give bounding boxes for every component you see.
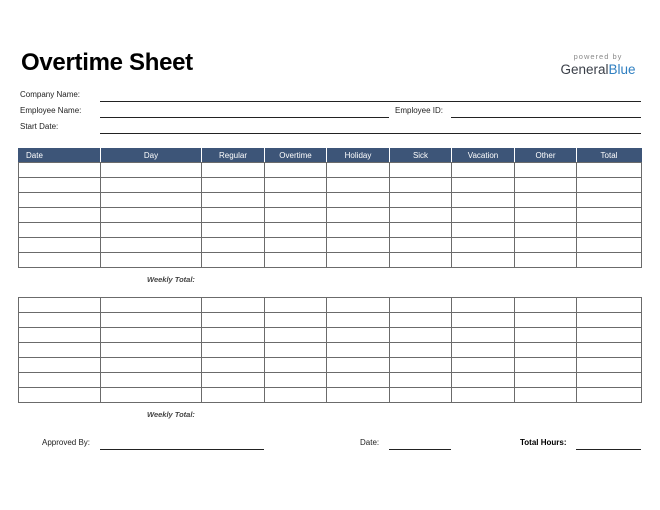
table-cell[interactable] (327, 313, 390, 328)
employee-name-label: Employee Name: (20, 106, 82, 115)
weekly-total-label-1: Weekly Total: (147, 275, 195, 284)
table-row (19, 373, 642, 388)
table-cell[interactable] (265, 163, 327, 178)
table-cell[interactable] (202, 253, 265, 268)
table-row (19, 178, 642, 193)
employee-name-field[interactable] (100, 117, 389, 118)
table-cell[interactable] (265, 388, 327, 403)
table-cell[interactable] (327, 253, 390, 268)
table-cell[interactable] (202, 313, 265, 328)
company-name-field[interactable] (100, 101, 641, 102)
brand-name-blue: Blue (608, 62, 636, 77)
table-cell[interactable] (101, 253, 202, 268)
table-cell[interactable] (19, 328, 101, 343)
table-cell[interactable] (452, 253, 515, 268)
table-cell[interactable] (452, 238, 515, 253)
table-cell[interactable] (265, 223, 327, 238)
table-cell[interactable] (19, 313, 101, 328)
employee-id-field[interactable] (451, 117, 641, 118)
table-cell[interactable] (327, 373, 390, 388)
table-row (19, 313, 642, 328)
table-cell[interactable] (101, 208, 202, 223)
table-cell[interactable] (265, 313, 327, 328)
col-header-total: Total (577, 148, 642, 163)
table-cell[interactable] (577, 193, 642, 208)
company-name-label: Company Name: (20, 90, 81, 99)
approved-by-field[interactable] (100, 449, 264, 450)
table-cell[interactable] (19, 343, 101, 358)
col-header-date: Date (19, 148, 101, 163)
table-cell[interactable] (390, 208, 452, 223)
table-cell[interactable] (452, 298, 515, 313)
table-cell[interactable] (202, 193, 265, 208)
table-cell[interactable] (202, 373, 265, 388)
table-cell[interactable] (390, 178, 452, 193)
table-cell[interactable] (390, 163, 452, 178)
table-cell[interactable] (327, 328, 390, 343)
table-cell[interactable] (19, 193, 101, 208)
table-cell[interactable] (327, 223, 390, 238)
col-header-regular: Regular (202, 148, 265, 163)
table-cell[interactable] (202, 328, 265, 343)
table-cell[interactable] (390, 373, 452, 388)
table-cell[interactable] (515, 373, 577, 388)
table-row (19, 388, 642, 403)
table-cell[interactable] (390, 298, 452, 313)
table-cell[interactable] (452, 208, 515, 223)
table-cell[interactable] (202, 163, 265, 178)
table-cell[interactable] (202, 223, 265, 238)
start-date-field[interactable] (100, 133, 641, 134)
col-header-holiday: Holiday (327, 148, 390, 163)
table-cell[interactable] (265, 193, 327, 208)
table-cell[interactable] (19, 208, 101, 223)
table-cell[interactable] (265, 238, 327, 253)
table-cell[interactable] (202, 238, 265, 253)
table-cell[interactable] (577, 253, 642, 268)
table-cell[interactable] (101, 343, 202, 358)
table-cell[interactable] (202, 358, 265, 373)
table-cell[interactable] (101, 358, 202, 373)
total-hours-field[interactable] (576, 449, 641, 450)
table-row (19, 328, 642, 343)
table-cell[interactable] (265, 343, 327, 358)
table-cell[interactable] (390, 238, 452, 253)
table-cell[interactable] (202, 298, 265, 313)
brand-logo (557, 52, 639, 78)
table-cell[interactable] (202, 388, 265, 403)
table-cell[interactable] (19, 223, 101, 238)
table-row (19, 223, 642, 238)
table-cell[interactable] (265, 328, 327, 343)
col-header-sick: Sick (390, 148, 452, 163)
table-cell[interactable] (452, 193, 515, 208)
table-row (19, 253, 642, 268)
col-header-other: Other (515, 148, 577, 163)
table-cell[interactable] (390, 388, 452, 403)
table-cell[interactable] (577, 343, 642, 358)
table-cell[interactable] (390, 358, 452, 373)
table-cell[interactable] (101, 298, 202, 313)
table-cell[interactable] (390, 193, 452, 208)
table-cell[interactable] (577, 208, 642, 223)
table-cell[interactable] (515, 298, 577, 313)
table-cell[interactable] (327, 388, 390, 403)
table-cell[interactable] (101, 313, 202, 328)
table-row (19, 208, 642, 223)
table-cell[interactable] (101, 373, 202, 388)
table-cell[interactable] (452, 163, 515, 178)
table-cell[interactable] (515, 358, 577, 373)
table-cell[interactable] (515, 223, 577, 238)
brand-powered-by: powered by (573, 52, 623, 61)
table-cell[interactable] (452, 313, 515, 328)
date-label: Date: (360, 438, 380, 447)
table-cell[interactable] (452, 178, 515, 193)
table-row (19, 193, 642, 208)
table-cell[interactable] (327, 358, 390, 373)
table-cell[interactable] (327, 193, 390, 208)
table-cell[interactable] (515, 253, 577, 268)
table-cell[interactable] (265, 253, 327, 268)
brand-name (557, 62, 639, 78)
table-cell[interactable] (19, 388, 101, 403)
table-cell[interactable] (515, 328, 577, 343)
table-cell[interactable] (327, 208, 390, 223)
table-cell[interactable] (265, 298, 327, 313)
col-header-day: Day (101, 148, 202, 163)
table-cell[interactable] (577, 328, 642, 343)
table-cell[interactable] (452, 223, 515, 238)
table-cell[interactable] (390, 223, 452, 238)
table-cell[interactable] (202, 178, 265, 193)
table-cell[interactable] (452, 388, 515, 403)
table-cell[interactable] (265, 373, 327, 388)
table-cell[interactable] (577, 298, 642, 313)
table-cell[interactable] (19, 298, 101, 313)
table-cell[interactable] (577, 163, 642, 178)
table-cell[interactable] (19, 358, 101, 373)
table-cell[interactable] (265, 358, 327, 373)
approved-by-label: Approved By: (42, 438, 91, 447)
table-cell[interactable] (101, 223, 202, 238)
table-header-row (19, 148, 642, 163)
table-cell[interactable] (19, 178, 101, 193)
weekly-total-label-2: Weekly Total: (147, 410, 195, 419)
table-cell[interactable] (577, 358, 642, 373)
table-row (19, 163, 642, 178)
table-cell[interactable] (577, 178, 642, 193)
table-cell[interactable] (390, 313, 452, 328)
table-cell[interactable] (202, 343, 265, 358)
table-row (19, 358, 642, 373)
table-cell[interactable] (265, 208, 327, 223)
table-cell[interactable] (390, 343, 452, 358)
table-cell[interactable] (515, 343, 577, 358)
table-cell[interactable] (577, 238, 642, 253)
table-cell[interactable] (515, 163, 577, 178)
week-1-table (18, 148, 642, 268)
table-cell[interactable] (515, 388, 577, 403)
week-2-table (18, 297, 642, 403)
table-cell[interactable] (101, 388, 202, 403)
table-cell[interactable] (452, 343, 515, 358)
table-cell[interactable] (577, 373, 642, 388)
table-cell[interactable] (515, 208, 577, 223)
date-field[interactable] (389, 449, 451, 450)
employee-id-label: Employee ID: (395, 106, 444, 115)
table-cell[interactable] (515, 193, 577, 208)
table-row (19, 298, 642, 313)
table-cell[interactable] (101, 163, 202, 178)
col-header-overtime: Overtime (265, 148, 327, 163)
table-cell[interactable] (390, 328, 452, 343)
table-row (19, 238, 642, 253)
table-cell[interactable] (327, 178, 390, 193)
table-cell[interactable] (577, 223, 642, 238)
table-cell[interactable] (390, 253, 452, 268)
table-cell[interactable] (19, 253, 101, 268)
page-title: Overtime Sheet (21, 49, 193, 76)
table-cell[interactable] (577, 313, 642, 328)
table-cell[interactable] (202, 208, 265, 223)
table-cell[interactable] (101, 193, 202, 208)
table-cell[interactable] (19, 163, 101, 178)
col-header-vacation: Vacation (452, 148, 515, 163)
table-cell[interactable] (327, 238, 390, 253)
brand-name-general: General (560, 62, 609, 77)
table-row (19, 343, 642, 358)
table-cell[interactable] (452, 373, 515, 388)
table-cell[interactable] (515, 238, 577, 253)
table-cell[interactable] (19, 238, 101, 253)
table-cell[interactable] (101, 178, 202, 193)
table-cell[interactable] (101, 328, 202, 343)
table-cell[interactable] (515, 178, 577, 193)
table-cell[interactable] (577, 388, 642, 403)
table-cell[interactable] (452, 328, 515, 343)
table-cell[interactable] (327, 163, 390, 178)
table-cell[interactable] (19, 373, 101, 388)
table-cell[interactable] (327, 343, 390, 358)
total-hours-label: Total Hours: (520, 438, 567, 447)
table-cell[interactable] (265, 178, 327, 193)
start-date-label: Start Date: (20, 122, 59, 131)
table-cell[interactable] (327, 298, 390, 313)
table-cell[interactable] (452, 358, 515, 373)
table-cell[interactable] (515, 313, 577, 328)
table-cell[interactable] (101, 238, 202, 253)
